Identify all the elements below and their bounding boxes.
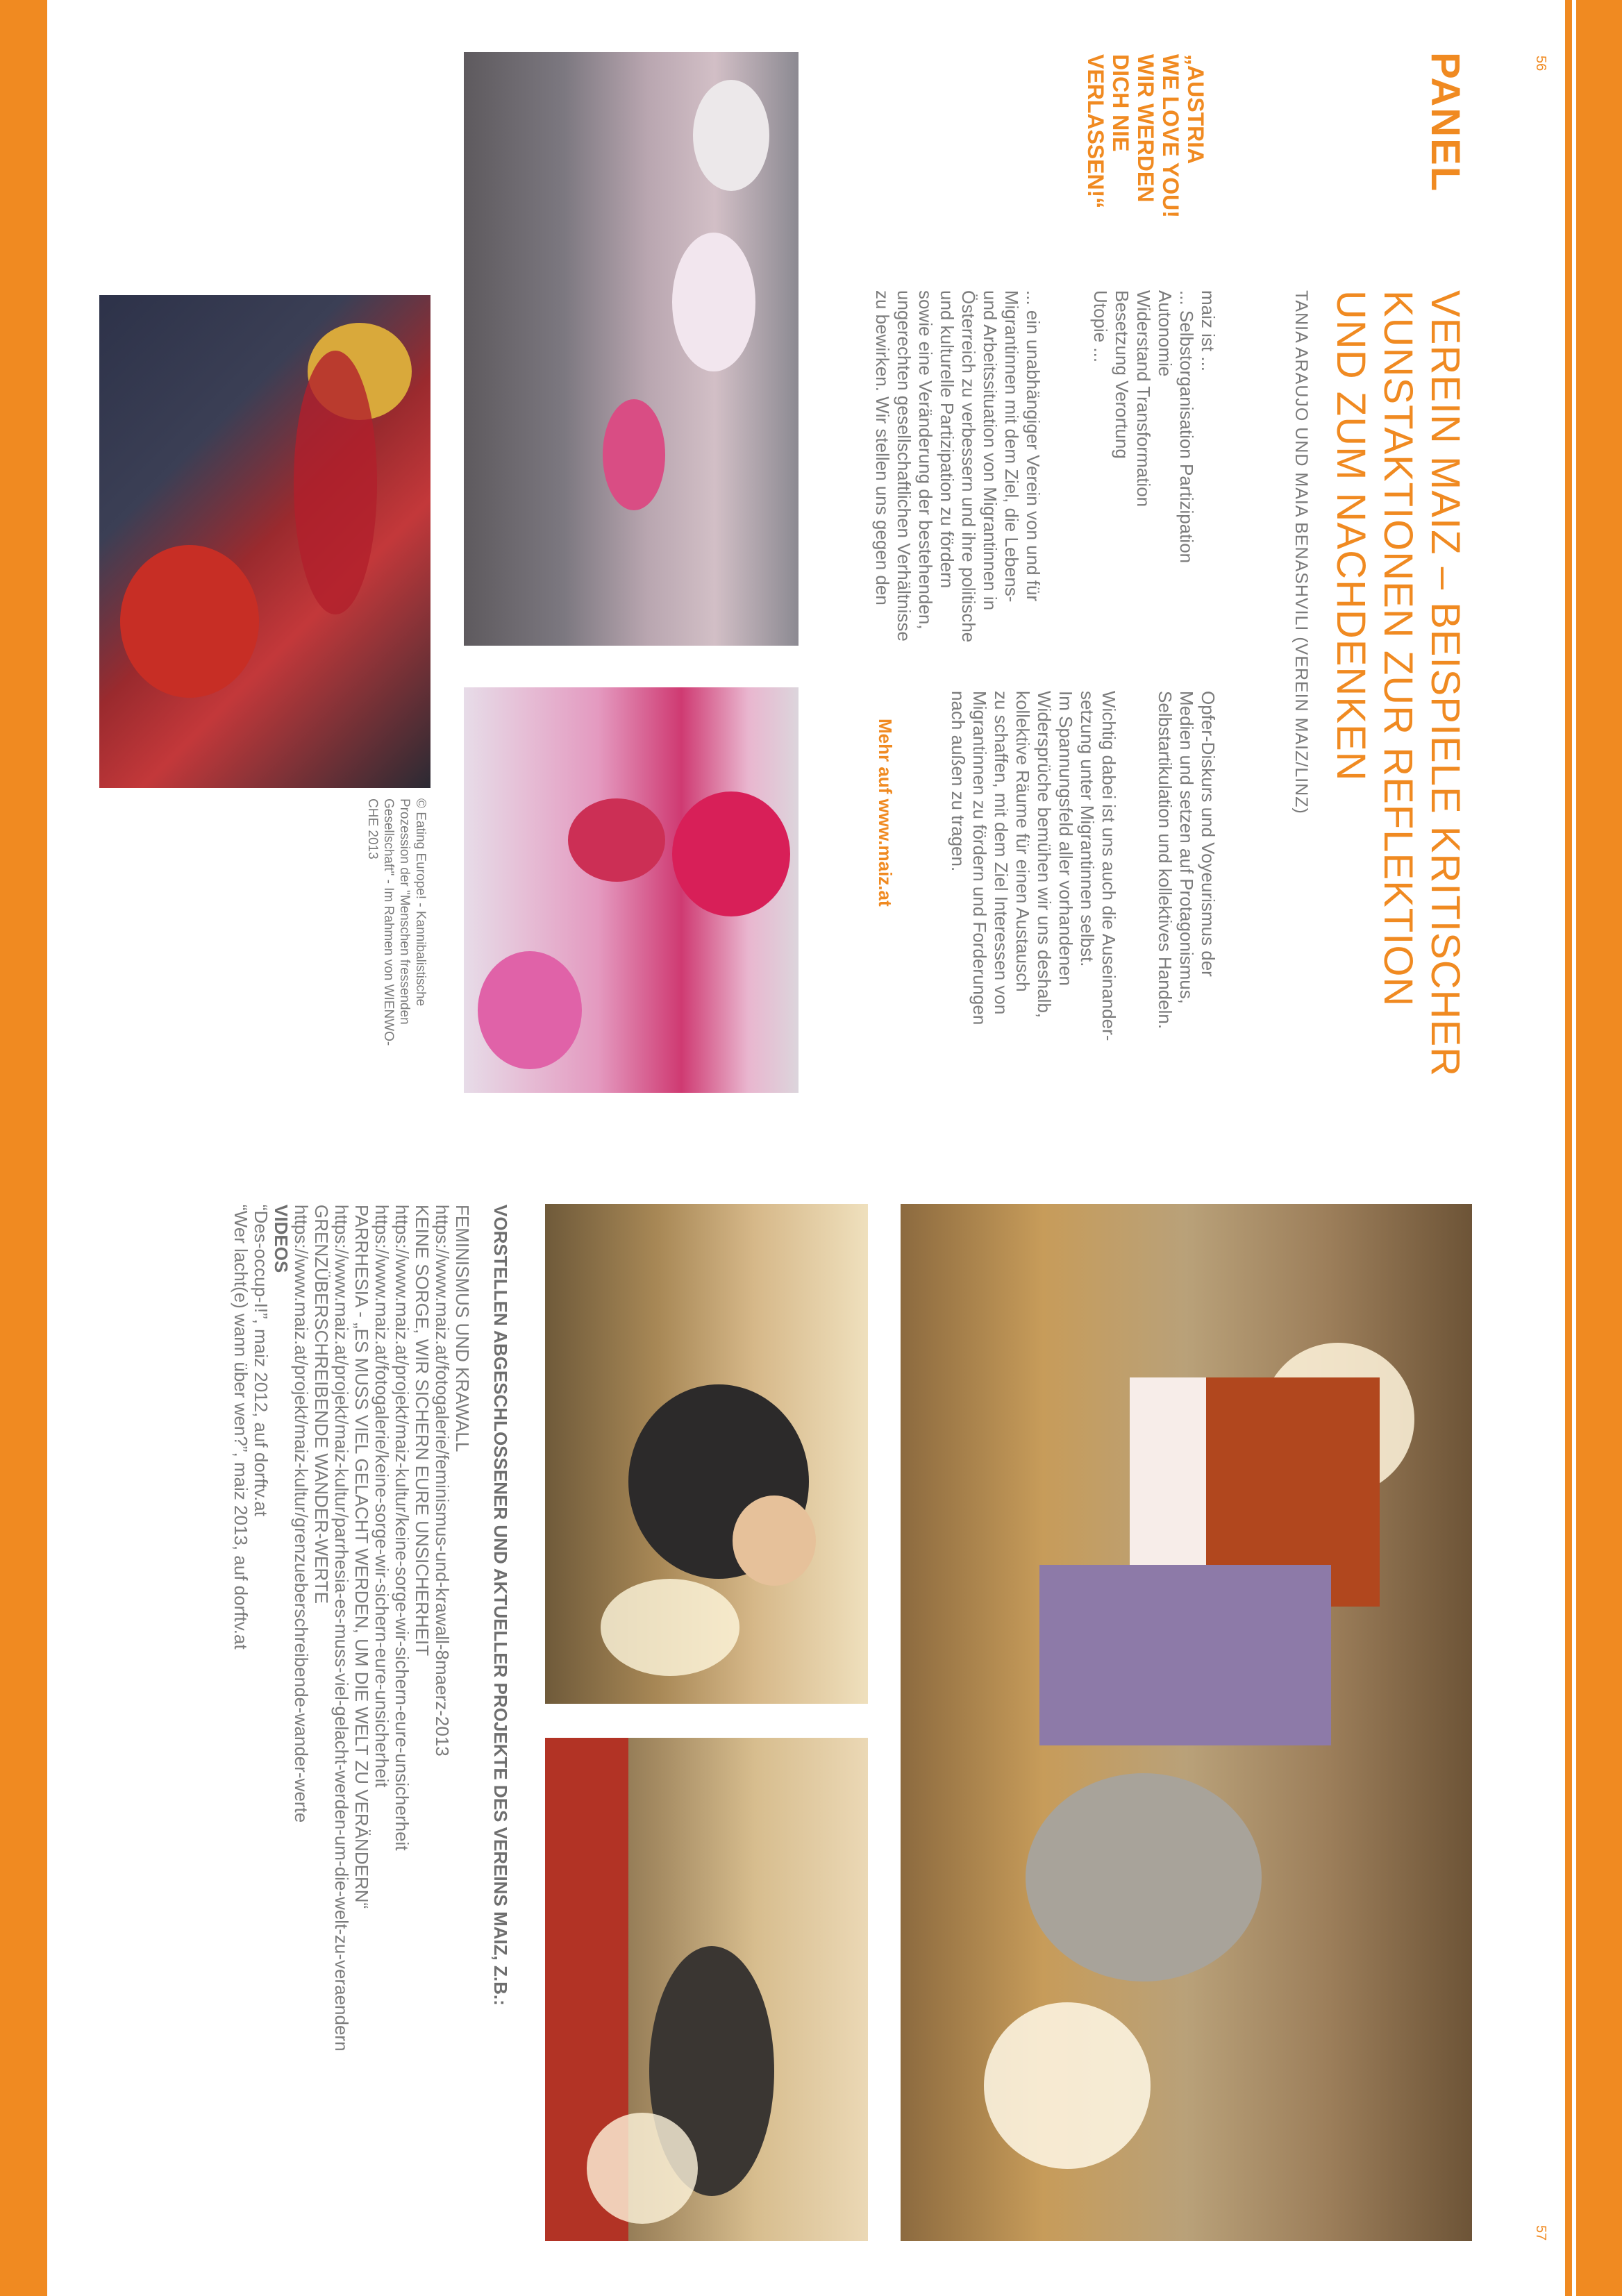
body-paragraph-1: ... ein unabhängiger Verein von und für Migrantinnen mit dem Ziel, die Lebens- und Arbeitssituation von Migrantinnen in Österreich zu verbessern und ihre politische und kulturelle Partizipation zu fördern sowie eine Veränderung der bestehenden, ungerechten gesellschaftlichen Verhältnisse zu bewirken. Wir stellen uns gegen den xyxy=(872,290,1044,643)
more-info-link[interactable]: Mehr auf www.maiz.at xyxy=(875,719,896,907)
project-link[interactable]: https://www.maiz.at/fotogalerie/keine-sorge-wir-sichern-eure-unsicherheit xyxy=(371,1205,392,1788)
title-line: VEREIN MAIZ – BEISPIELE KRITISCHER xyxy=(1423,290,1468,1078)
panel-wide-photo xyxy=(545,1738,868,2241)
panel-table-photo xyxy=(545,1204,868,1704)
page-number-right: 57 xyxy=(1533,2225,1548,2241)
podium-speaker-photo xyxy=(901,1204,1472,2241)
article-authors: TANIA ARAUJO UND MAIA BENASHVILI (VEREIN MAIZ/LINZ) xyxy=(1291,290,1311,814)
page-number-left: 56 xyxy=(1533,56,1548,72)
pull-quote: „AUSTRIA WE LOVE YOU! WIR WERDEN DICH NIE VERLASSEN!“ xyxy=(1083,54,1208,218)
projects-heading: VORSTELLEN ABGESCHLOSSENER UND AKTUELLER PROJEKTE DES VEREINS MAIZ, Z.B.: xyxy=(490,1205,511,2006)
project-title: KEINE SORGE, WIR SICHERN EURE UNSICHERHEIT xyxy=(412,1205,433,1657)
video-item: “Des-occup-I!”, maiz 2012, auf dorftv.at xyxy=(251,1205,271,1516)
body-paragraph-3: Wichtig dabei ist uns auch die Auseinander- setzung unter Migrantinnen selbst. Im Spannungsfeld aller vorhandenen Widersprüche bemühen wir uns deshalb, kollektive Räume für einen Austausch zu schaffen, mit dem Ziel Interessen von Migrantinnen zu fördern und Forderungen nach außen zu tragen. xyxy=(948,691,1119,1041)
title-line: KUNSTAKTIONEN ZUR REFLEKTION xyxy=(1376,290,1421,1007)
article-title xyxy=(1327,290,1469,1077)
project-link[interactable]: https://www.maiz.at/projekt/maiz-kultur/parrhesia-es-muss-viel-gelacht-werden-um-die-welt-zu-veraendern xyxy=(331,1205,352,2052)
photo-caption: © Eating Europe! - Kannibalistische Prozession der "Menschen fressenden Gesellschaft" - Im Rahmen von WIENWO- CHE 2013 xyxy=(365,798,428,1046)
project-link[interactable]: https://www.maiz.at/projekt/maiz-kultur/keine-sorge-wir-sichern-eure-unsicherheit xyxy=(392,1205,412,1851)
project-title: GRENZÜBERSCHREIBENDE WANDER-WERTE xyxy=(311,1205,332,1604)
project-link[interactable]: https://www.maiz.at/projekt/maiz-kultur/grenzueberschreibende-wander-werte xyxy=(291,1205,312,1823)
pink-costume-photo xyxy=(464,687,799,1093)
projects-list xyxy=(231,1205,472,2052)
procession-photo xyxy=(464,52,799,646)
project-link[interactable]: https://www.maiz.at/fotogalerie/feminismus-und-krawall-8maerz-2013 xyxy=(432,1205,453,1757)
section-label: PANEL xyxy=(1423,52,1468,193)
page-frame-left xyxy=(0,0,47,2296)
title-line: UND ZUM NACHDENKEN xyxy=(1328,290,1373,782)
project-title: FEMINISMUS UND KRAWALL xyxy=(452,1205,473,1452)
night-procession-photo xyxy=(99,295,430,788)
video-item: “Wer lacht(e) wann über wen?”, maiz 2013, auf dorftv.at xyxy=(231,1205,251,1650)
intro-list: maiz ist ... ... Selbstorganisation Partizipation Autonomie Widerstand Transformation Besetzung Verortung Utopie ... xyxy=(1090,290,1219,564)
page-frame-right xyxy=(1565,0,1622,2296)
body-paragraph-2: Opfer-Diskurs und Voyeurismus der Medien und setzen auf Protagonismus, Selbstartikulation und kollektives Handeln. xyxy=(1155,691,1219,1030)
project-title: PARRHESIA - „ES MUSS VIEL GELACHT WERDEN, UM DIE WELT ZU VERÄNDERN“ xyxy=(351,1205,372,1909)
videos-heading: VIDEOS xyxy=(271,1205,292,1273)
